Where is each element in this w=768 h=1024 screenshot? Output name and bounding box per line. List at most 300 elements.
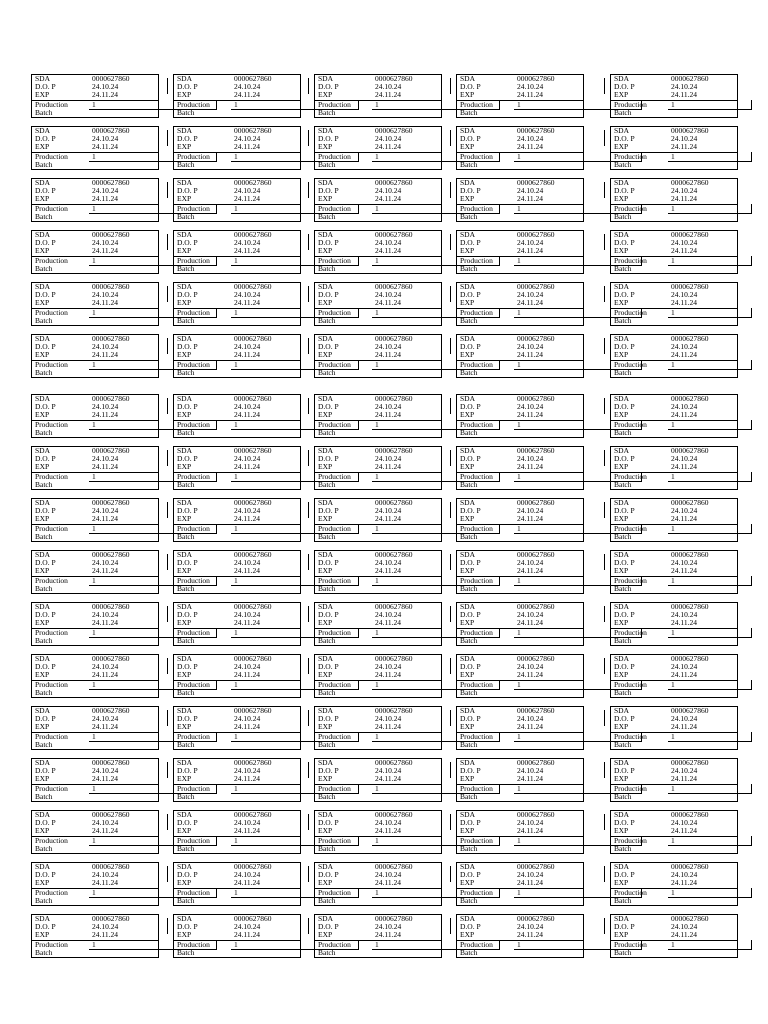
exp-value: 24.11.24: [375, 142, 401, 151]
exp-value: 24.11.24: [92, 350, 118, 359]
column-separator: [308, 234, 311, 250]
production-value: 1: [671, 836, 675, 845]
batch-key: Batch: [35, 688, 53, 697]
sda-key: SDA: [460, 178, 476, 187]
production-value: 1: [517, 524, 521, 533]
sda-key: SDA: [35, 178, 51, 187]
dop-value: 24.10.24: [375, 82, 402, 91]
production-value: 1: [375, 940, 379, 949]
batch-key: Batch: [614, 212, 632, 221]
sda-value: 0000627860: [375, 862, 413, 871]
exp-key: EXP: [318, 298, 333, 307]
sda-value: 0000627860: [92, 178, 130, 187]
sda-value: 0000627860: [517, 914, 555, 923]
dop-value: 24.10.24: [517, 558, 544, 567]
sda-key: SDA: [35, 498, 51, 507]
exp-value: 24.11.24: [671, 246, 697, 255]
batch-key: Batch: [318, 212, 336, 221]
sda-key: SDA: [614, 654, 630, 663]
batch-key: Batch: [318, 584, 336, 593]
exp-value: 24.11.24: [517, 774, 543, 783]
product-label: [610, 126, 738, 170]
exp-key: EXP: [177, 722, 192, 731]
exp-key: EXP: [318, 930, 333, 939]
dop-key: D.O. P: [614, 922, 635, 931]
dop-key: D.O. P: [35, 506, 56, 515]
production-value: 1: [92, 204, 96, 213]
exp-key: EXP: [318, 826, 333, 835]
dop-key: D.O. P: [35, 238, 56, 247]
exp-value: 24.11.24: [517, 618, 543, 627]
exp-key: EXP: [35, 350, 50, 359]
sda-key: SDA: [35, 654, 51, 663]
product-label: [314, 282, 442, 326]
production-key: Production: [35, 576, 68, 585]
batch-key: Batch: [177, 532, 195, 541]
sda-key: SDA: [318, 230, 334, 239]
product-label: [610, 446, 738, 490]
batch-key: Batch: [318, 108, 336, 117]
dop-key: D.O. P: [614, 402, 635, 411]
sda-value: 0000627860: [517, 758, 555, 767]
column-separator: [167, 450, 170, 466]
sda-value: 0000627860: [92, 810, 130, 819]
exp-value: 24.11.24: [234, 410, 260, 419]
exp-key: EXP: [614, 826, 629, 835]
exp-key: EXP: [177, 774, 192, 783]
column-separator: [604, 450, 607, 466]
sda-key: SDA: [35, 282, 51, 291]
exp-value: 24.11.24: [517, 462, 543, 471]
column-separator: [167, 398, 170, 414]
production-box: [668, 256, 752, 266]
sda-value: 0000627860: [671, 282, 709, 291]
sda-value: 0000627860: [517, 550, 555, 559]
dop-value: 24.10.24: [671, 238, 698, 247]
product-label: [173, 74, 301, 118]
product-label: [456, 914, 584, 958]
exp-key: EXP: [614, 194, 629, 203]
production-value: 1: [671, 420, 675, 429]
batch-key: Batch: [614, 368, 632, 377]
sda-value: 0000627860: [234, 550, 272, 559]
product-label: [173, 758, 301, 802]
product-label: [173, 914, 301, 958]
column-separator: [167, 338, 170, 354]
sda-value: 0000627860: [375, 914, 413, 923]
dop-key: D.O. P: [35, 558, 56, 567]
sda-key: SDA: [177, 550, 193, 559]
production-key: Production: [614, 888, 647, 897]
exp-key: EXP: [177, 930, 192, 939]
exp-value: 24.11.24: [671, 90, 697, 99]
production-key: Production: [460, 836, 493, 845]
exp-value: 24.11.24: [234, 298, 260, 307]
batch-key: Batch: [35, 316, 53, 325]
dop-key: D.O. P: [614, 870, 635, 879]
exp-value: 24.11.24: [517, 194, 543, 203]
production-value: 1: [517, 360, 521, 369]
batch-key: Batch: [177, 584, 195, 593]
exp-key: EXP: [318, 410, 333, 419]
production-key: Production: [177, 576, 210, 585]
dop-value: 24.10.24: [375, 506, 402, 515]
batch-key: Batch: [35, 428, 53, 437]
production-value: 1: [234, 420, 238, 429]
production-box: [668, 524, 752, 534]
production-key: Production: [318, 204, 351, 213]
product-label: [610, 862, 738, 906]
production-value: 1: [375, 100, 379, 109]
dop-key: D.O. P: [177, 342, 198, 351]
product-label: [31, 862, 159, 906]
dop-value: 24.10.24: [671, 82, 698, 91]
sda-key: SDA: [460, 282, 476, 291]
sda-value: 0000627860: [517, 126, 555, 135]
production-value: 1: [234, 472, 238, 481]
dop-key: D.O. P: [318, 290, 339, 299]
production-key: Production: [35, 784, 68, 793]
product-label: [314, 446, 442, 490]
batch-key: Batch: [460, 316, 478, 325]
sda-key: SDA: [35, 914, 51, 923]
batch-key: Batch: [177, 428, 195, 437]
batch-key: Batch: [614, 948, 632, 957]
sda-value: 0000627860: [375, 126, 413, 135]
production-value: 1: [375, 204, 379, 213]
production-value: 1: [517, 308, 521, 317]
exp-value: 24.11.24: [517, 566, 543, 575]
exp-value: 24.11.24: [92, 566, 118, 575]
dop-value: 24.10.24: [92, 506, 119, 515]
sda-key: SDA: [460, 862, 476, 871]
dop-value: 24.10.24: [517, 402, 544, 411]
sda-key: SDA: [177, 126, 193, 135]
column-separator: [450, 606, 453, 622]
column-separator: [450, 710, 453, 726]
dop-key: D.O. P: [460, 922, 481, 931]
production-box: [668, 628, 752, 638]
product-label: [314, 758, 442, 802]
product-label: [173, 178, 301, 222]
dop-key: D.O. P: [35, 342, 56, 351]
batch-key: Batch: [460, 264, 478, 273]
batch-key: Batch: [460, 896, 478, 905]
sda-value: 0000627860: [234, 810, 272, 819]
batch-key: Batch: [318, 160, 336, 169]
production-key: Production: [460, 888, 493, 897]
product-label: [610, 914, 738, 958]
exp-value: 24.11.24: [92, 90, 118, 99]
exp-value: 24.11.24: [375, 826, 401, 835]
exp-value: 24.11.24: [517, 246, 543, 255]
exp-value: 24.11.24: [92, 142, 118, 151]
exp-key: EXP: [318, 90, 333, 99]
exp-key: EXP: [318, 618, 333, 627]
sda-value: 0000627860: [92, 602, 130, 611]
sda-key: SDA: [35, 758, 51, 767]
column-separator: [450, 286, 453, 302]
production-key: Production: [35, 100, 68, 109]
production-key: Production: [318, 360, 351, 369]
production-value: 1: [234, 576, 238, 585]
sda-key: SDA: [35, 126, 51, 135]
exp-value: 24.11.24: [92, 878, 118, 887]
column-separator: [604, 502, 607, 518]
product-label: [31, 706, 159, 750]
dop-key: D.O. P: [35, 610, 56, 619]
dop-value: 24.10.24: [92, 662, 119, 671]
production-value: 1: [234, 628, 238, 637]
exp-key: EXP: [177, 142, 192, 151]
product-label: [173, 706, 301, 750]
product-label: [31, 282, 159, 326]
column-separator: [308, 554, 311, 570]
product-label: [610, 178, 738, 222]
dop-value: 24.10.24: [234, 454, 261, 463]
dop-value: 24.10.24: [375, 818, 402, 827]
production-key: Production: [460, 100, 493, 109]
product-label: [456, 334, 584, 378]
column-separator: [308, 130, 311, 146]
sda-key: SDA: [177, 394, 193, 403]
production-value: 1: [517, 472, 521, 481]
production-key: Production: [460, 784, 493, 793]
batch-key: Batch: [318, 740, 336, 749]
dop-key: D.O. P: [460, 186, 481, 195]
product-label: [173, 654, 301, 698]
dop-value: 24.10.24: [671, 186, 698, 195]
production-key: Production: [614, 940, 647, 949]
exp-key: EXP: [318, 246, 333, 255]
dop-key: D.O. P: [614, 818, 635, 827]
column-separator: [167, 502, 170, 518]
batch-key: Batch: [460, 532, 478, 541]
exp-key: EXP: [318, 878, 333, 887]
production-value: 1: [517, 784, 521, 793]
dop-value: 24.10.24: [234, 506, 261, 515]
product-label: [456, 178, 584, 222]
sda-value: 0000627860: [234, 602, 272, 611]
production-key: Production: [318, 888, 351, 897]
production-key: Production: [177, 888, 210, 897]
production-value: 1: [671, 784, 675, 793]
dop-key: D.O. P: [614, 662, 635, 671]
sda-key: SDA: [460, 394, 476, 403]
column-separator: [167, 78, 170, 94]
exp-value: 24.11.24: [517, 298, 543, 307]
column-separator: [604, 606, 607, 622]
production-key: Production: [177, 628, 210, 637]
column-separator: [308, 918, 311, 934]
sda-value: 0000627860: [375, 654, 413, 663]
dop-key: D.O. P: [318, 454, 339, 463]
batch-key: Batch: [614, 792, 632, 801]
production-box: [668, 732, 752, 742]
sda-key: SDA: [177, 810, 193, 819]
dop-key: D.O. P: [614, 558, 635, 567]
dop-value: 24.10.24: [92, 870, 119, 879]
production-key: Production: [614, 360, 647, 369]
dop-key: D.O. P: [177, 506, 198, 515]
dop-key: D.O. P: [614, 342, 635, 351]
sda-value: 0000627860: [375, 282, 413, 291]
production-value: 1: [671, 256, 675, 265]
sda-value: 0000627860: [92, 394, 130, 403]
sda-key: SDA: [318, 602, 334, 611]
exp-value: 24.11.24: [234, 930, 260, 939]
exp-value: 24.11.24: [375, 878, 401, 887]
sda-value: 0000627860: [234, 654, 272, 663]
production-value: 1: [375, 836, 379, 845]
batch-key: Batch: [35, 792, 53, 801]
column-separator: [604, 78, 607, 94]
dop-key: D.O. P: [177, 610, 198, 619]
exp-value: 24.11.24: [517, 722, 543, 731]
sda-key: SDA: [177, 282, 193, 291]
dop-key: D.O. P: [460, 342, 481, 351]
sda-key: SDA: [35, 74, 51, 83]
exp-key: EXP: [318, 194, 333, 203]
dop-key: D.O. P: [177, 238, 198, 247]
exp-value: 24.11.24: [517, 410, 543, 419]
product-label: [173, 602, 301, 646]
production-key: Production: [460, 628, 493, 637]
production-value: 1: [92, 472, 96, 481]
column-separator: [604, 286, 607, 302]
product-label: [31, 550, 159, 594]
product-label: [610, 654, 738, 698]
column-separator: [167, 866, 170, 882]
production-value: 1: [671, 308, 675, 317]
exp-key: EXP: [177, 826, 192, 835]
dop-value: 24.10.24: [517, 922, 544, 931]
product-label: [173, 126, 301, 170]
product-label: [314, 602, 442, 646]
batch-key: Batch: [318, 428, 336, 437]
exp-key: EXP: [614, 246, 629, 255]
dop-value: 24.10.24: [234, 870, 261, 879]
sda-key: SDA: [318, 654, 334, 663]
exp-value: 24.11.24: [375, 350, 401, 359]
exp-value: 24.11.24: [92, 774, 118, 783]
product-label: [31, 498, 159, 542]
column-separator: [450, 450, 453, 466]
production-value: 1: [671, 732, 675, 741]
batch-key: Batch: [460, 740, 478, 749]
dop-key: D.O. P: [177, 662, 198, 671]
production-key: Production: [177, 420, 210, 429]
dop-value: 24.10.24: [92, 766, 119, 775]
dop-value: 24.10.24: [517, 186, 544, 195]
product-label: [314, 654, 442, 698]
production-key: Production: [35, 940, 68, 949]
sda-value: 0000627860: [375, 706, 413, 715]
product-label: [31, 230, 159, 274]
column-separator: [604, 338, 607, 354]
sda-value: 0000627860: [375, 230, 413, 239]
column-separator: [604, 398, 607, 414]
sda-key: SDA: [614, 230, 630, 239]
exp-value: 24.11.24: [375, 410, 401, 419]
production-value: 1: [92, 524, 96, 533]
exp-key: EXP: [460, 514, 475, 523]
dop-key: D.O. P: [318, 870, 339, 879]
production-value: 1: [671, 204, 675, 213]
sda-value: 0000627860: [517, 334, 555, 343]
dop-value: 24.10.24: [671, 558, 698, 567]
product-label: [173, 498, 301, 542]
sda-key: SDA: [35, 862, 51, 871]
sda-value: 0000627860: [671, 550, 709, 559]
sda-key: SDA: [177, 602, 193, 611]
sda-key: SDA: [614, 74, 630, 83]
column-separator: [167, 762, 170, 778]
dop-value: 24.10.24: [517, 818, 544, 827]
dop-key: D.O. P: [318, 238, 339, 247]
exp-key: EXP: [460, 142, 475, 151]
production-key: Production: [614, 472, 647, 481]
production-value: 1: [375, 628, 379, 637]
sda-key: SDA: [614, 334, 630, 343]
column-separator: [167, 658, 170, 674]
production-key: Production: [177, 100, 210, 109]
dop-value: 24.10.24: [671, 870, 698, 879]
exp-value: 24.11.24: [375, 774, 401, 783]
dop-value: 24.10.24: [517, 238, 544, 247]
exp-value: 24.11.24: [671, 618, 697, 627]
sda-value: 0000627860: [671, 394, 709, 403]
batch-key: Batch: [614, 108, 632, 117]
dop-key: D.O. P: [318, 818, 339, 827]
product-label: [456, 126, 584, 170]
sda-key: SDA: [460, 602, 476, 611]
column-separator: [308, 814, 311, 830]
batch-key: Batch: [35, 368, 53, 377]
production-value: 1: [234, 836, 238, 845]
sda-value: 0000627860: [92, 230, 130, 239]
exp-key: EXP: [614, 514, 629, 523]
dop-value: 24.10.24: [234, 922, 261, 931]
sda-key: SDA: [35, 706, 51, 715]
production-value: 1: [517, 256, 521, 265]
sda-key: SDA: [318, 334, 334, 343]
production-key: Production: [318, 100, 351, 109]
exp-key: EXP: [460, 410, 475, 419]
sda-value: 0000627860: [92, 550, 130, 559]
batch-key: Batch: [460, 480, 478, 489]
production-key: Production: [614, 680, 647, 689]
sda-value: 0000627860: [92, 446, 130, 455]
production-key: Production: [35, 732, 68, 741]
production-key: Production: [35, 472, 68, 481]
production-value: 1: [671, 360, 675, 369]
exp-key: EXP: [35, 722, 50, 731]
exp-value: 24.11.24: [671, 878, 697, 887]
dop-value: 24.10.24: [234, 290, 261, 299]
product-label: [456, 446, 584, 490]
exp-key: EXP: [318, 142, 333, 151]
exp-value: 24.11.24: [92, 930, 118, 939]
sda-value: 0000627860: [92, 282, 130, 291]
sda-value: 0000627860: [517, 178, 555, 187]
production-value: 1: [234, 152, 238, 161]
production-value: 1: [517, 732, 521, 741]
exp-value: 24.11.24: [234, 194, 260, 203]
production-box: [668, 204, 752, 214]
dop-key: D.O. P: [318, 766, 339, 775]
dop-value: 24.10.24: [671, 714, 698, 723]
